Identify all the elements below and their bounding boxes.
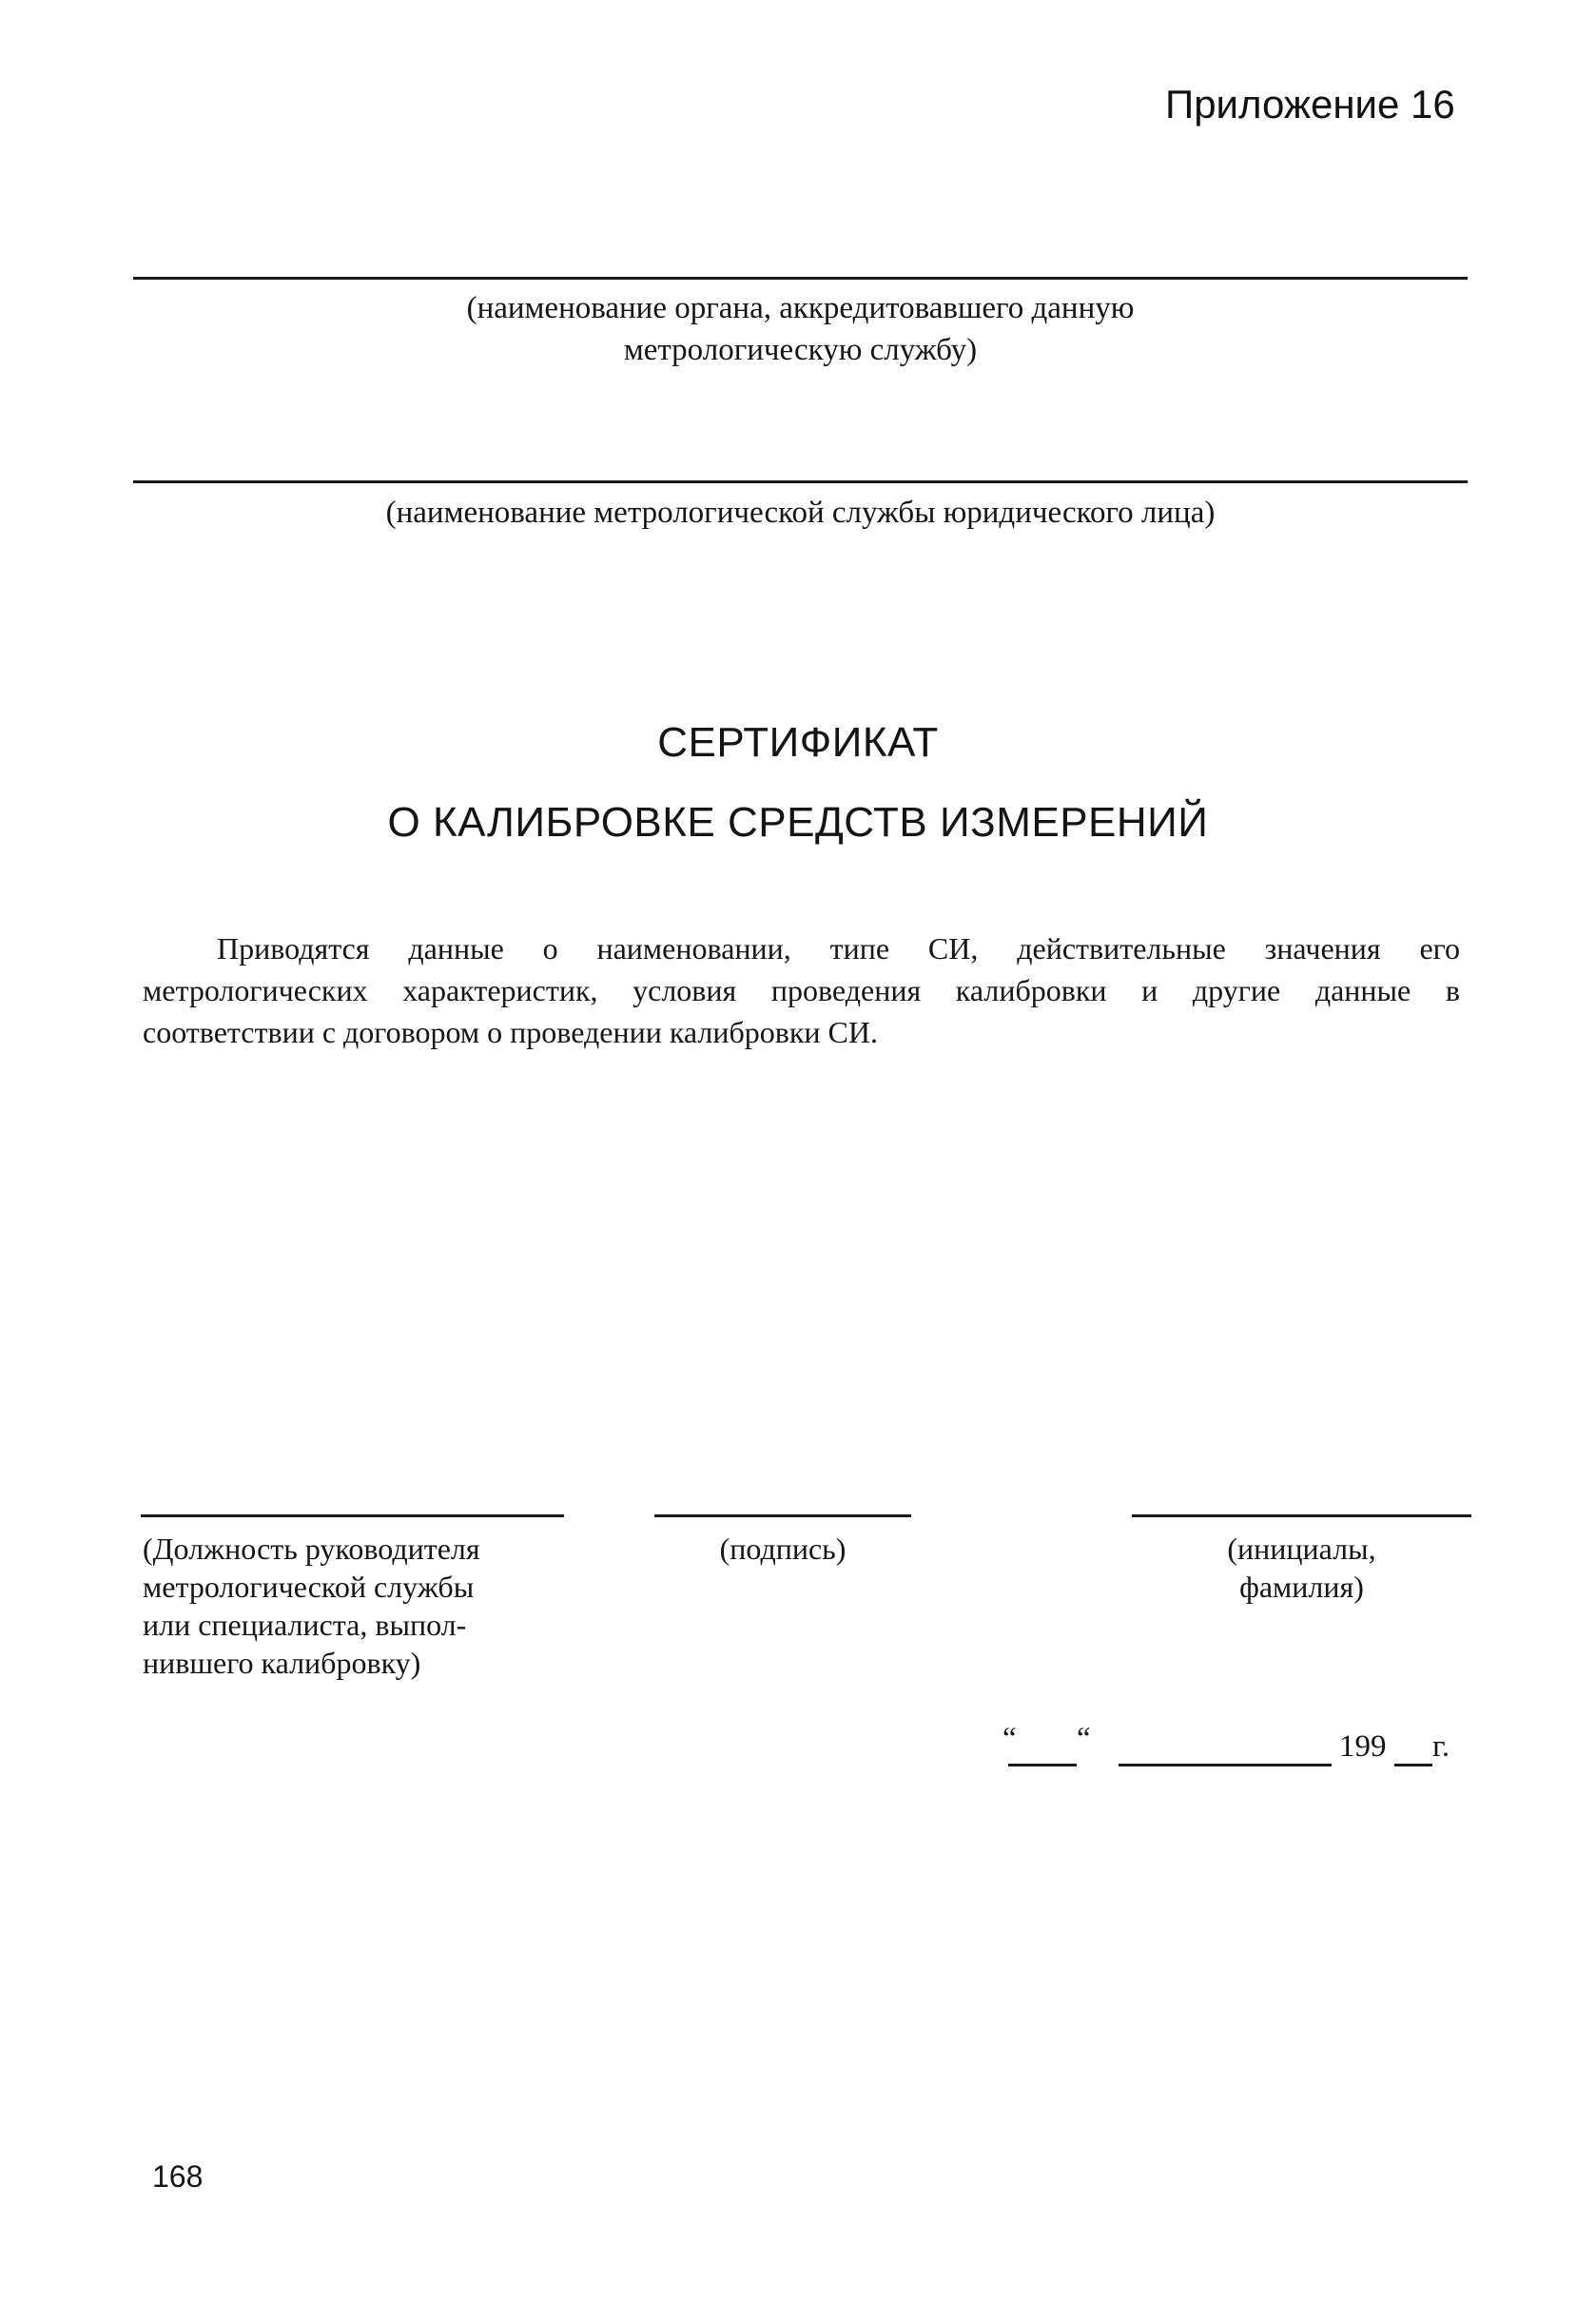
signature-caption: (подпись)	[719, 1532, 847, 1566]
position-caption-line: метрологической службы	[143, 1570, 475, 1604]
date-quote-open: “	[1002, 1722, 1017, 1756]
position-caption	[143, 1530, 590, 1682]
name-caption	[1132, 1530, 1471, 1606]
date-quote-close: “	[1077, 1722, 1091, 1756]
accrediting-body-line	[133, 277, 1468, 280]
metrology-service-line	[133, 480, 1468, 483]
body-text-line: Приводятся данные о наименовании, типе СИ, действительные значения его	[217, 931, 1460, 966]
name-caption-line: (инициалы,	[1227, 1532, 1376, 1566]
position-caption-line: (Должность руководителя	[143, 1532, 480, 1566]
position-caption-line: или специалиста, выпол-	[143, 1608, 467, 1642]
accrediting-body-caption-line: метрологическую службу)	[623, 333, 978, 367]
body-text-line: соответствии с договором о проведении калибровки СИ.	[143, 1015, 878, 1049]
body-text-line: метрологических характеристик, условия проведения калибровки и другие данные в	[143, 973, 1460, 1007]
date-year-suffix: г.	[1432, 1729, 1450, 1764]
appendix-label: Приложение 16	[1165, 82, 1455, 127]
position-caption-line: нившего калибровку)	[143, 1646, 421, 1680]
certificate-subtitle: О КАЛИБРОВКЕ СРЕДСТВ ИЗМЕРЕНИЙ	[387, 799, 1209, 846]
date-year-prefix: 199	[1339, 1729, 1387, 1764]
position-signature-line	[141, 1514, 564, 1517]
date-month-blank	[1119, 1764, 1332, 1766]
accrediting-body-caption-line: (наименование органа, аккредитовавшего данную	[466, 291, 1135, 325]
certificate-body-text	[143, 927, 1460, 1053]
date-year-digit-blank	[1394, 1764, 1432, 1766]
certificate-title: СЕРТИФИКАТ	[657, 719, 939, 766]
page-number: 168	[152, 2159, 204, 2194]
name-caption-line: фамилия)	[1239, 1570, 1364, 1604]
name-signature-line	[1132, 1514, 1471, 1517]
signature-line	[654, 1514, 911, 1517]
date-day-blank	[1008, 1764, 1077, 1766]
accrediting-body-caption	[133, 287, 1468, 371]
metrology-service-caption: (наименование метрологической службы юридического лица)	[385, 496, 1216, 530]
date-line	[989, 1720, 1484, 1777]
